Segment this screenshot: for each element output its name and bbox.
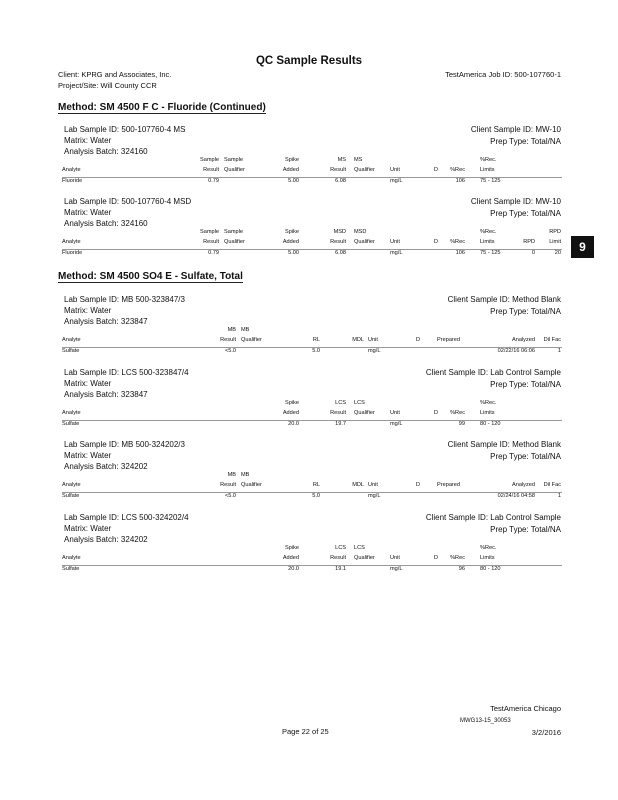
lab-sample-id: Lab Sample ID: LCS 500-323847/4 [64,368,189,377]
column-header: %Rec. [480,229,497,235]
matrix: Matrix: Water [64,208,112,217]
column-header: Sample [200,157,219,163]
column-header: Dil Fac [543,482,561,488]
column-header: Result [330,555,346,561]
column-header: Unit [390,555,400,561]
result-cell: 5.00 [288,250,299,256]
result-cell: 0 [531,250,535,256]
column-header-analyte: Analyte [62,167,81,173]
column-header: RL [312,337,320,343]
footer-page: Page 22 of 25 [282,727,329,736]
analysis-batch: Analysis Batch: 323847 [64,317,148,326]
column-header: Limit [549,239,561,245]
lab-sample-id: Lab Sample ID: 500-107760-4 MSD [64,197,192,206]
column-header: %Rec [450,555,465,561]
column-header: %Rec [450,239,465,245]
column-header: D [433,410,438,416]
column-header: Added [282,555,299,561]
analyte-name: Sulfate [62,493,80,499]
client-sample-id: Client Sample ID: MW-10 [470,197,561,206]
result-cell: <5.0 [224,348,236,354]
column-header: RL [312,482,320,488]
column-header-analyte: Analyte [62,482,81,488]
job-id: TestAmerica Job ID: 500-107760-1 [445,70,561,79]
column-header: Added [282,410,299,416]
column-header: Unit [390,239,400,245]
column-header: %Rec. [480,400,497,406]
column-header: Result [220,337,236,343]
column-header: Result [203,239,219,245]
result-cell: 19.1 [335,566,346,572]
prep-type: Prep Type: Total/NA [490,209,561,218]
result-cell: 0.79 [208,250,219,256]
column-header: MB [241,327,250,333]
column-header: RPD [523,239,535,245]
column-header: MB [241,472,250,478]
column-header: Result [330,167,346,173]
column-header: Qualifier [224,167,245,173]
column-header: Result [330,239,346,245]
column-header-analyte: Analyte [62,555,81,561]
prep-type: Prep Type: Total/NA [490,380,561,389]
column-header: Spike [285,229,299,235]
result-cell: <5.0 [224,493,236,499]
result-cell: 1 [557,493,561,499]
column-header: MSD [333,229,346,235]
result-cell: 0.79 [208,178,219,184]
result-cell: 80 - 120 [480,566,501,572]
column-header: Sample [200,229,219,235]
client-name: Client: KPRG and Associates, Inc. [58,70,172,79]
column-header: LCS [354,400,365,406]
column-header: D [433,555,438,561]
result-cell: 75 - 125 [480,178,501,184]
column-header: Dil Fac [543,337,561,343]
column-header: RPD [549,229,561,235]
column-header: MDL [352,337,364,343]
analyte-name: Fluoride [62,178,83,184]
column-header: Result [330,410,346,416]
column-header: %Rec [450,410,465,416]
section-tab: 9 [571,236,594,258]
result-cell: 20.0 [288,566,299,572]
column-header: Limits [480,555,495,561]
column-header: LCS [335,400,346,406]
column-header: Qualifier [354,239,375,245]
column-header: LCS [354,545,365,551]
result-cell: 96 [458,566,465,572]
result-cell: 6.08 [335,250,346,256]
column-header: Result [220,482,236,488]
column-header: %Rec. [480,545,497,551]
lab-sample-id: Lab Sample ID: MB 500-324202/3 [64,440,185,449]
matrix: Matrix: Water [64,136,112,145]
prep-type: Prep Type: Total/NA [490,137,561,146]
project-site: Project/Site: Will County CCR [58,81,157,90]
result-cell: 106 [455,250,465,256]
column-header: Added [282,239,299,245]
analyte-name: Sulfate [62,566,80,572]
result-cell: mg/L [390,421,403,427]
result-cell: mg/L [390,250,403,256]
column-header: Spike [285,400,299,406]
column-header: Spike [285,157,299,163]
result-cell: 20 [554,250,561,256]
result-cell: 106 [455,178,465,184]
column-header: Added [282,167,299,173]
method-heading-sulfate: Method: SM 4500 SO4 E - Sulfate, Total [58,271,243,282]
matrix: Matrix: Water [64,451,112,460]
column-header-analyte: Analyte [62,410,81,416]
result-cell: 19.7 [335,421,346,427]
analysis-batch: Analysis Batch: 324202 [64,462,148,471]
page-title: QC Sample Results [255,55,363,67]
matrix: Matrix: Water [64,524,112,533]
analyte-name: Sulfate [62,421,80,427]
client-sample-id: Client Sample ID: Method Blank [447,440,561,449]
column-header: %Rec [450,167,465,173]
result-cell: 5.0 [312,348,320,354]
column-header: Unit [368,337,378,343]
column-header: Unit [390,410,400,416]
column-header: Unit [390,167,400,173]
client-sample-id: Client Sample ID: MW-10 [470,125,561,134]
column-header-analyte: Analyte [62,337,81,343]
result-cell: mg/L [368,493,381,499]
column-header: Qualifier [241,482,262,488]
column-header: Limits [480,410,495,416]
result-cell: mg/L [368,348,381,354]
analysis-batch: Analysis Batch: 324160 [64,147,148,156]
column-header: Qualifier [354,410,375,416]
column-header: D [415,337,420,343]
matrix: Matrix: Water [64,306,112,315]
result-cell: 6.08 [335,178,346,184]
column-header: %Rec. [480,157,497,163]
column-header: Sample [224,229,243,235]
prep-type: Prep Type: Total/NA [490,452,561,461]
column-header: D [433,167,438,173]
client-sample-id: Client Sample ID: Lab Control Sample [425,368,561,377]
column-header: Limits [480,239,495,245]
column-header: Qualifier [354,167,375,173]
analysis-batch: Analysis Batch: 324202 [64,535,148,544]
column-header: D [433,239,438,245]
result-cell: 99 [458,421,465,427]
client-sample-id: Client Sample ID: Method Blank [447,295,561,304]
lab-sample-id: Lab Sample ID: LCS 500-324202/4 [64,513,189,522]
result-cell: mg/L [390,178,403,184]
column-header: Spike [285,545,299,551]
column-header: MS [354,157,363,163]
method-heading-fluoride: Method: SM 4500 F C - Fluoride (Continued) [58,102,266,113]
column-header: Qualifier [354,555,375,561]
column-header: MDL [352,482,364,488]
column-header: Unit [368,482,378,488]
column-header-analyte: Analyte [62,239,81,245]
result-cell: mg/L [390,566,403,572]
analysis-batch: Analysis Batch: 323847 [64,390,148,399]
result-cell: 5.00 [288,178,299,184]
lab-sample-id: Lab Sample ID: MB 500-323847/3 [64,295,185,304]
result-cell: 75 - 125 [480,250,501,256]
prep-type: Prep Type: Total/NA [490,307,561,316]
result-cell: 80 - 120 [480,421,501,427]
column-header: Result [203,167,219,173]
analyte-name: Fluoride [62,250,83,256]
column-header: MS [337,157,346,163]
footer-code: MWG13-15_30053 [460,718,511,724]
prep-type: Prep Type: Total/NA [490,525,561,534]
result-cell: 02/24/16 04:58 [497,493,535,499]
result-cell: 20.0 [288,421,299,427]
analyte-name: Sulfate [62,348,80,354]
matrix: Matrix: Water [64,379,112,388]
footer-lab: TestAmerica Chicago [490,704,561,713]
column-header: Limits [480,167,495,173]
column-header: Prepared [437,482,461,488]
column-header: MB [227,472,236,478]
column-header: Qualifier [224,239,245,245]
result-cell: 1 [557,348,561,354]
result-cell: 02/22/16 06:06 [497,348,535,354]
column-header: D [415,482,420,488]
column-header: LCS [335,545,346,551]
column-header: Analyzed [511,482,535,488]
result-cell: 5.0 [312,493,320,499]
column-header: Prepared [437,337,461,343]
column-header: Qualifier [241,337,262,343]
column-header: Sample [224,157,243,163]
footer-date: 3/2/2016 [531,728,561,737]
column-header: MSD [354,229,367,235]
column-header: MB [227,327,236,333]
analysis-batch: Analysis Batch: 324160 [64,219,148,228]
lab-sample-id: Lab Sample ID: 500-107760-4 MS [64,125,186,134]
client-sample-id: Client Sample ID: Lab Control Sample [425,513,561,522]
column-header: Analyzed [511,337,535,343]
